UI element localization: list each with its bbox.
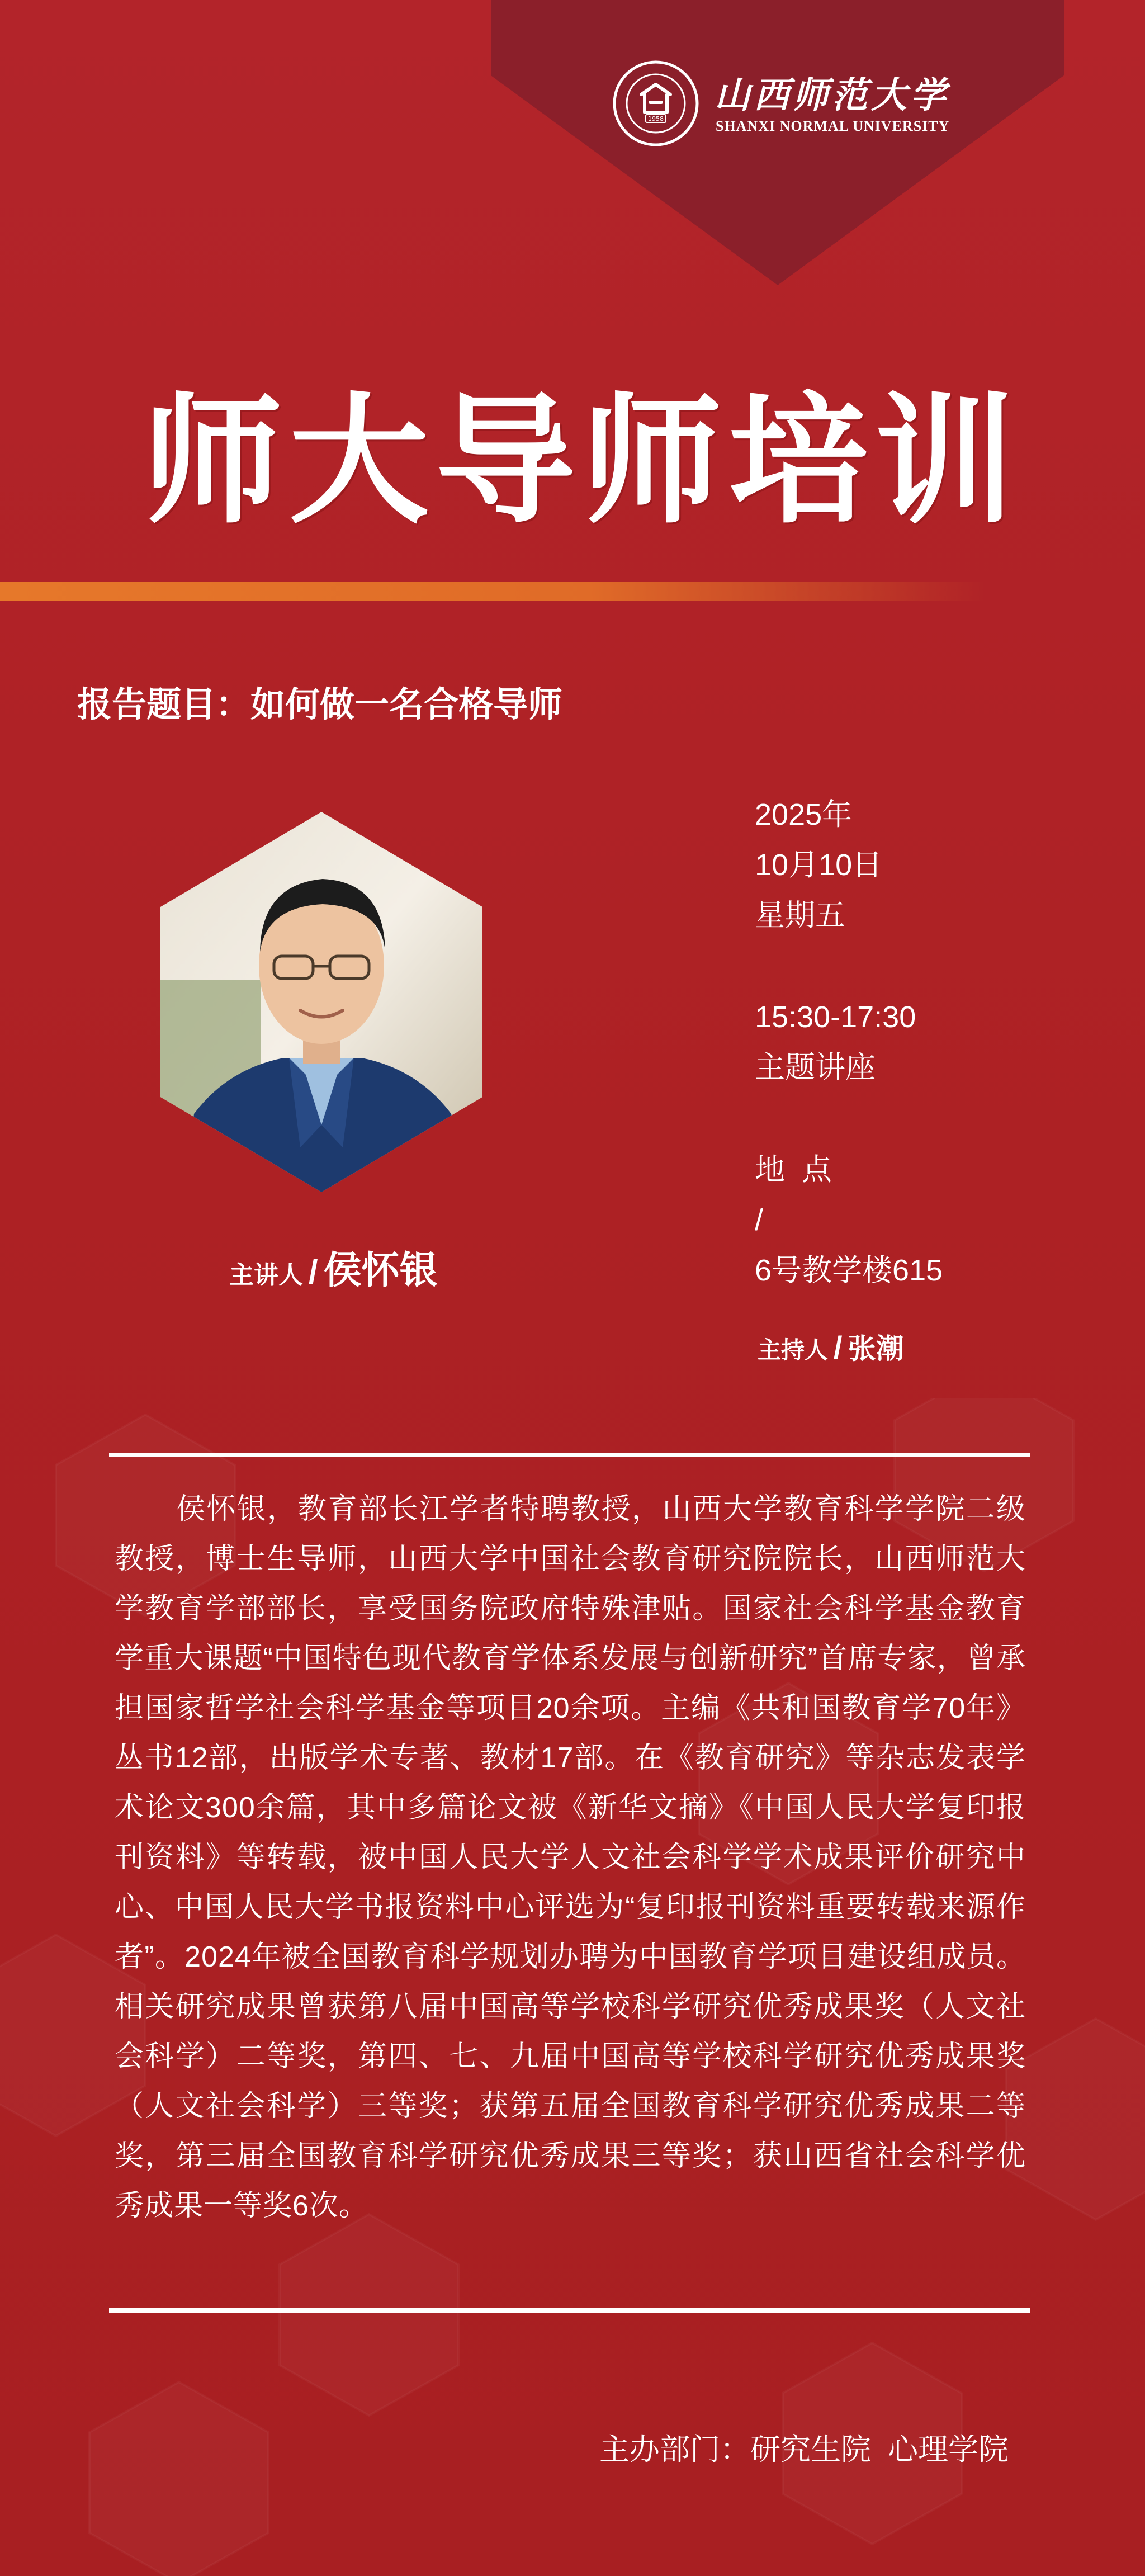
seal-year: 1958 (648, 115, 664, 122)
host (758, 1326, 904, 1367)
accent-stripe (0, 582, 984, 601)
event-year: 2025年 (755, 798, 853, 831)
host-name: 张潮 (848, 1333, 904, 1364)
event-type: 主题讲座 (755, 1051, 876, 1084)
speaker-name: 侯怀银 (323, 1249, 438, 1292)
event-time: 15:30-17:30 (755, 1000, 916, 1034)
host-separator: / (834, 1330, 843, 1365)
speaker-bio: 侯怀银，教育部长江学者特聘教授，山西大学教育科学学院二级教授，博士生导师，山西大学中国社会教育研究院院长，山西师范大学教育学部部长，享受国务院政府特殊津贴。国家社会科学基金教育学重大课题“中国特色现代教育学体系发展与创新研究”首席专家，曾承担国家哲学社会科学基金等项目20余项。主编《共和国教育学70年》丛书12部，出版学术专著、教材17部。在《教育研究》等杂志发表学术论文300余篇，其中多篇论文被《新华文摘》《中国人民大学复印报刊资料》等转载，被中国人民大学人文社会科学学术成果评价研究中心、中国人民大学书报资料中心评选为“复印报刊资料重要转载来源作者”。2024年被全国教育科学规划办聘为中国教育学项目建设组成员。相关研究成果曾获第八届中国高等学校科学研究优秀成果奖（人文社会科学）二等奖，第四、七、九届中国高等学校科学研究优秀成果奖（人文社会科学）三等奖；获第五届全国教育科学研究优秀成果二等奖，第三届全国教育科学研究优秀成果三等奖；获山西省社会科学优秀成果一等奖6次。 (115, 1493, 1026, 2222)
university-name-cn: 山西师范大学 (715, 74, 949, 116)
page-title: 师大导师培训 (143, 383, 1021, 539)
university-logo (611, 59, 950, 154)
speaker (229, 1240, 438, 1294)
event-date: 10月10日 (755, 848, 883, 882)
university-seal-icon (611, 59, 701, 148)
university-name-en: SHANXI NORMAL UNIVERSITY (716, 118, 950, 134)
host-label: 主持人 (758, 1337, 829, 1363)
location-label: 地 点 (755, 1153, 832, 1187)
topic-label: 报告题目： (77, 686, 251, 724)
topic-text: 如何做一名合格导师 (250, 686, 563, 724)
speaker-separator: / (309, 1253, 318, 1291)
event-weekday: 星期五 (755, 899, 845, 932)
divider-top (109, 1453, 1030, 1457)
speaker-photo (160, 812, 482, 1192)
location-separator: / (755, 1203, 764, 1237)
speaker-label: 主讲人 (229, 1261, 303, 1289)
report-topic (77, 677, 562, 726)
logo-badge-shape (0, 0, 1145, 291)
divider-bottom (109, 2308, 1030, 2313)
organizer: 主办部门：研究生院 心理学院 (599, 2433, 1009, 2466)
event-location: 6号教学楼615 (755, 1254, 943, 1287)
